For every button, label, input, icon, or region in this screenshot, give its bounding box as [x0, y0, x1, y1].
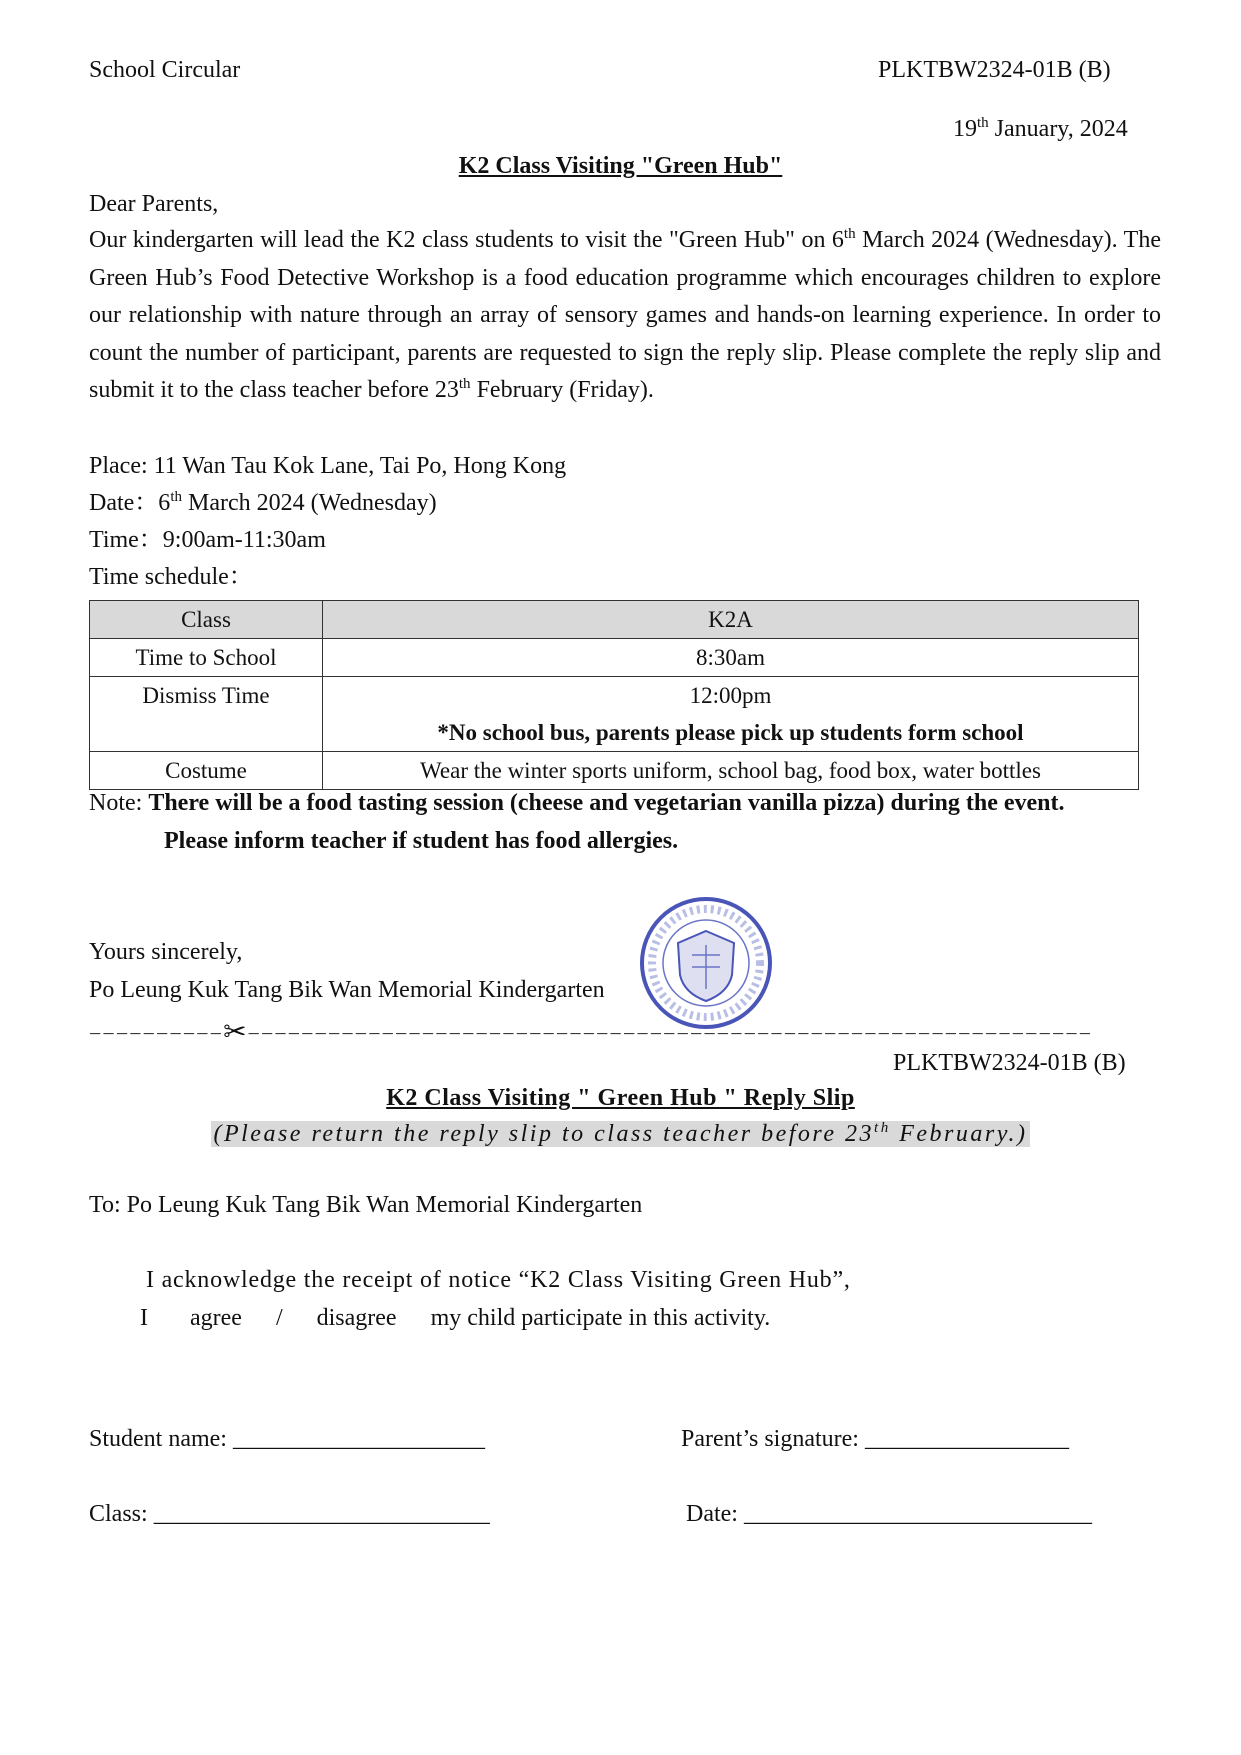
page-title: K2 Class Visiting "Green Hub": [458, 153, 783, 179]
note-line-1: Note: There will be a food tasting session (cheese and vegetarian vanilla pizza) during the event.: [89, 790, 1065, 816]
consent-line: I agree / disagree my child participate in this activity.: [140, 1305, 771, 1331]
student-name-field[interactable]: Student name: _____________________: [89, 1426, 485, 1452]
table-row: [90, 639, 1139, 677]
class-field[interactable]: Class: ____________________________: [89, 1501, 490, 1527]
reply-instruction: (Please return the reply slip to class teacher before 23th February.): [213, 1120, 1028, 1147]
scissors-icon: ✂: [223, 1020, 248, 1047]
reply-slip-title: K2 Class Visiting " Green Hub " Reply Slip: [386, 1085, 855, 1111]
note-line-2: Please inform teacher if student has food allergies.: [164, 828, 679, 854]
dismiss-time-value: 12:00pm: [689, 683, 772, 708]
parent-signature-field[interactable]: Parent’s signature: _________________: [681, 1426, 1069, 1452]
table-header-cell: Class: [90, 601, 323, 639]
table-row: [90, 752, 1139, 790]
reference-code: PLKTBW2324-01B (B): [878, 57, 1111, 83]
table-cell: Costume: [90, 752, 323, 790]
circular-label: School Circular: [89, 57, 241, 83]
acknowledgement-line: I acknowledge the receipt of notice “K2 Class Visiting Green Hub”,: [146, 1267, 851, 1293]
date-field[interactable]: Date: _____________________________: [686, 1501, 1092, 1527]
table-header-cell: K2A: [323, 601, 1139, 639]
agree-option[interactable]: agree: [190, 1305, 242, 1331]
table-cell: Dismiss Time: [90, 677, 323, 752]
table-row: [90, 677, 1139, 752]
schedule-table: [89, 600, 1139, 790]
school-stamp: [636, 893, 776, 1033]
table-header-row: [90, 601, 1139, 639]
cut-line: −−−−−−−−−−✂−−−−−−−−−−−−−−−−−−−−−−−−−−−−−−−−−−−−−−−−−−−−−−−−−−−−−−−−−−−−−−−: [89, 1020, 1129, 1047]
date-line: Date：6th March 2024 (Wednesday): [89, 489, 437, 516]
body-paragraph: Our kindergarten will lead the K2 class students to visit the "Green Hub" on 6th March 2024 (Wednesday). The Green Hub’s Food Detective Workshop is a food education programme which encourages children to explore our relationship with nature through an array of sensory games and hands-on learning experience. In order to count the number of participant, parents are requested to sign the reply slip. Please complete the reply slip and submit it to the class teacher before 23th February (Friday).: [89, 226, 1161, 403]
disagree-option[interactable]: disagree: [316, 1305, 397, 1331]
issue-date: 19th January, 2024: [953, 115, 1128, 142]
greeting: Dear Parents,: [89, 191, 219, 217]
schedule-label: Time schedule：: [89, 564, 253, 590]
time-line: Time：9:00am-11:30am: [89, 527, 326, 553]
place-line: Place: 11 Wan Tau Kok Lane, Tai Po, Hong Kong: [89, 453, 567, 479]
table-cell: [323, 677, 1139, 752]
closing-salutation: Yours sincerely,: [89, 939, 243, 965]
no-bus-note: *No school bus, parents please pick up students form school: [437, 720, 1024, 745]
table-cell: Wear the winter sports uniform, school bag, food box, water bottles: [323, 752, 1139, 790]
table-cell: 8:30am: [323, 639, 1139, 677]
reply-reference-code: PLKTBW2324-01B (B): [893, 1050, 1126, 1076]
school-name-signature: Po Leung Kuk Tang Bik Wan Memorial Kindergarten: [89, 977, 605, 1003]
table-cell: Time to School: [90, 639, 323, 677]
reply-addressee: To: Po Leung Kuk Tang Bik Wan Memorial Kindergarten: [89, 1192, 643, 1218]
